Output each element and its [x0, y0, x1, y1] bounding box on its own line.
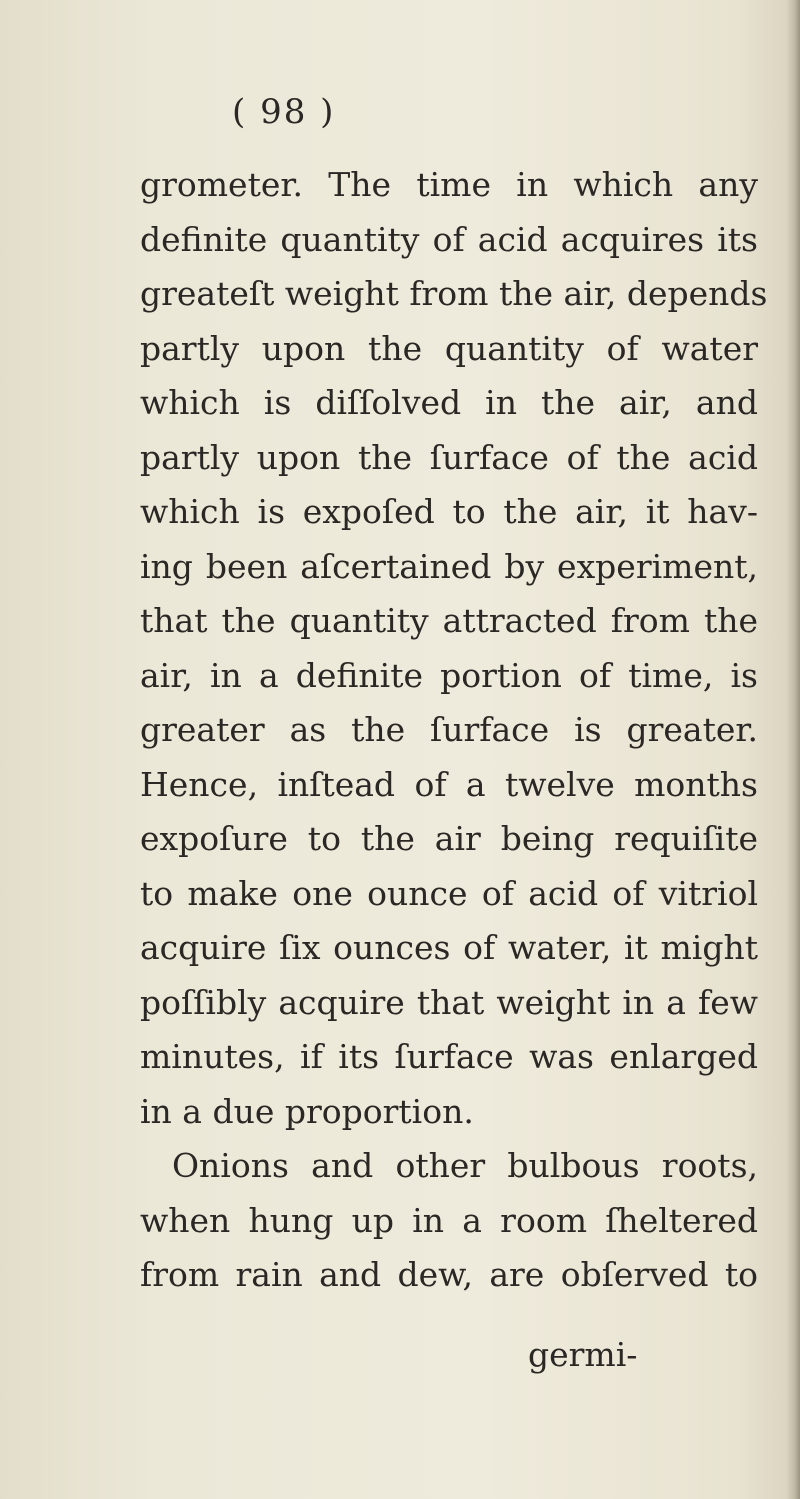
text-line: grometer. The time in which any — [140, 165, 758, 204]
paragraph-start-line: Onions and other bulbous roots, — [172, 1146, 758, 1185]
text-line: from rain and dew, are obſerved to — [140, 1255, 758, 1294]
text-line: which is expoſed to the air, it hav- — [140, 492, 758, 531]
text-line: when hung up in a room ſheltered — [140, 1200, 758, 1240]
text-line: minutes, if its ſurface was enlarged — [140, 1037, 758, 1076]
page-gutter-shadow — [786, 0, 800, 1499]
text-line: definite quantity of acid acquires its — [140, 219, 758, 259]
text-line: that the quantity attracted from the — [140, 601, 758, 640]
text-line: Hence, inſtead of a twelve months — [140, 764, 758, 804]
text-line: partly upon the quantity of water — [140, 328, 758, 368]
text-line: air, in a definite portion of time, is — [140, 655, 758, 695]
text-line: greateſt weight from the air, depends — [140, 274, 768, 313]
text-line: which is diſſolved in the air, and — [140, 383, 758, 422]
text-line: expoſure to the air being requiſite — [140, 819, 758, 858]
text-line: greater as the ſurface is greater. — [140, 710, 758, 749]
text-line: acquire ſix ounces of water, it might — [140, 928, 758, 967]
body-text — [140, 158, 780, 1303]
text-line: poſſibly acquire that weight in a few — [140, 982, 758, 1022]
page-number-header: ( 98 ) — [232, 92, 336, 132]
text-line: ing been aſcertained by experiment, — [140, 546, 758, 586]
text-line: to make one ounce of acid of vitriol — [140, 873, 758, 913]
text-line: partly upon the ſurface of the acid — [140, 437, 758, 477]
text-line: in a due proportion. — [140, 1091, 474, 1131]
catchword: germi- — [528, 1335, 638, 1374]
